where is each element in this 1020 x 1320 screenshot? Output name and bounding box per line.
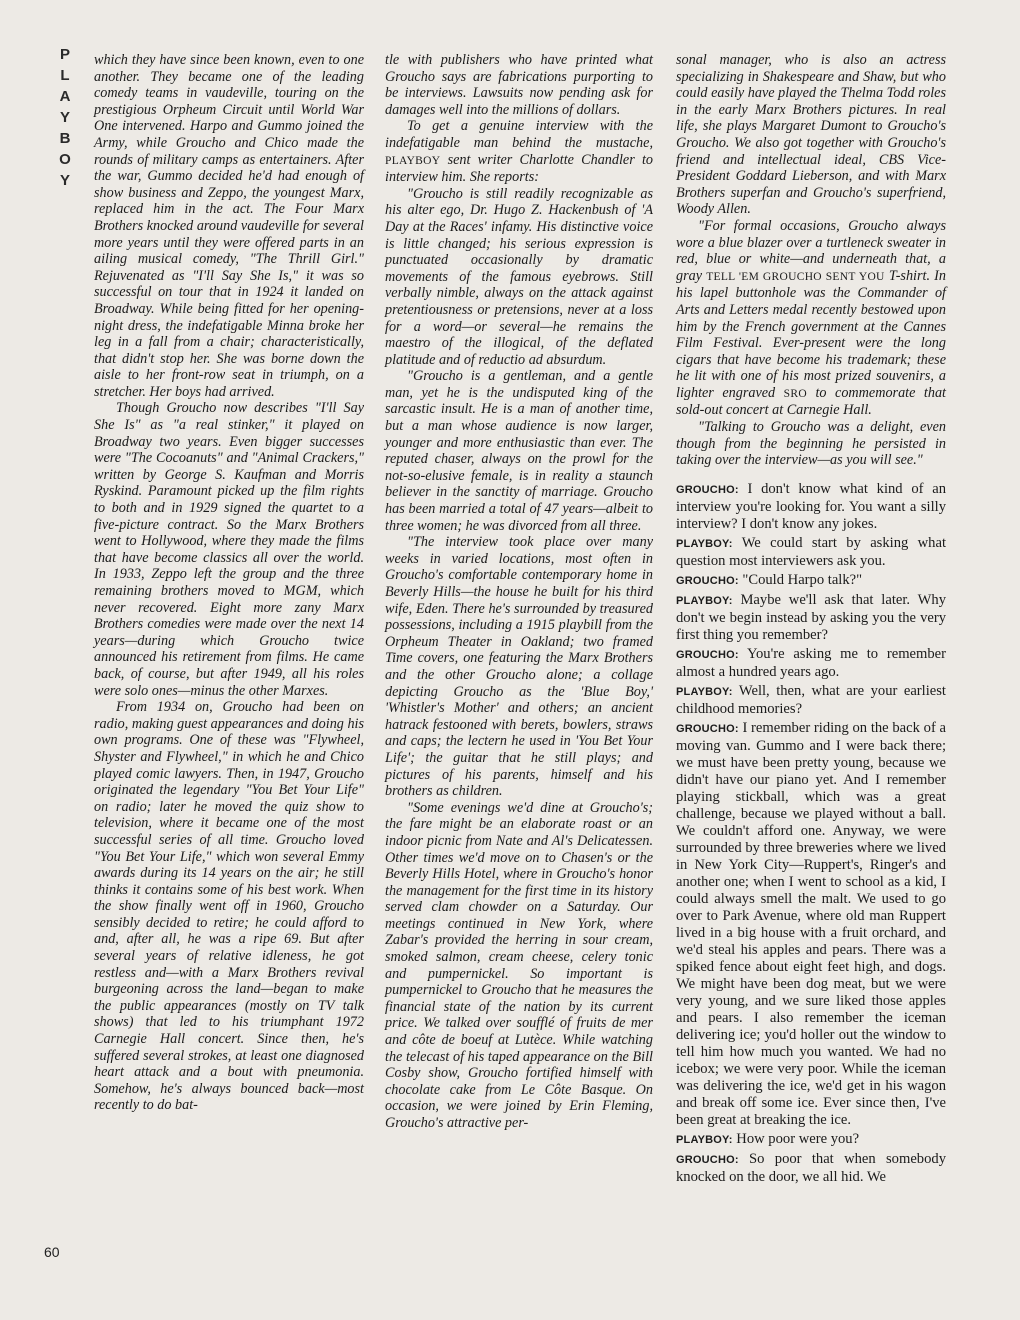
qa-exchange bbox=[676, 720, 946, 1129]
paragraph: "Groucho is a gentleman, and a gentle man, yet he is the undisputed king of the sarcastic insult. He is a man of another time, but a man whose audience is now larger, younger and more enthusiastic than ever. The reputed chaser, always on the prowl for the not-so-elusive female, is in reality a staunch believer in the sanctity of marriage. Groucho has been married a total of 47 years—albeit to three women; he was divorced from all three. bbox=[385, 368, 653, 534]
speaker-label: GROUCHO: bbox=[676, 483, 739, 496]
speaker-label: GROUCHO: bbox=[676, 722, 739, 735]
speaker-label: GROUCHO: bbox=[676, 1153, 739, 1166]
speaker-label: PLAYBOY: bbox=[676, 537, 733, 550]
qa-text: We could start by asking what question most interviewers ask you. bbox=[676, 534, 946, 569]
paragraph: "Talking to Groucho was a delight, even though from the beginning he persisted in taking over the interview—as you will see." bbox=[676, 419, 946, 469]
paragraph: From 1934 on, Groucho had been on radio, making guest appearances and doing his own programs. One of these was "Flywheel, Shyster and Flywheel," in which he and Chico played comic lawyers. Then, in 1947, Groucho originated the legendary "You Bet Your Life" on radio; later he moved the quiz show to television, where it became one of the most successful series of all time. Groucho loved "You Bet Your Life," which won several Emmy awards during its 14 years on the air; he still thinks it contains some of his best work. When the show finally went off in 1960, Groucho sensibly decided to retire; he could afford to and, after all, he was a ripe 69. But after several years of relative idleness, he got restless and—with a Marx Brothers revival burgeoning across the land—began to make the public appearances (mostly on TV talk shows) that led to his triumphant 1972 Carnegie Hall concert. Since then, he's suffered several strokes, at least one diagnosed heart attack and a bout with pneumonia. Somehow, he's always bounced back—most recently to do bat- bbox=[94, 699, 364, 1114]
side-tab-letter: P bbox=[59, 46, 70, 63]
side-tab-letter: B bbox=[59, 130, 71, 147]
paragraph: Though Groucho now describes "I'll Say She Is" as "a real stinker," it played on Broadway two years. Even bigger successes were "The Cocoanuts" and "Animal Crackers," written by George S. Kaufman and Morris Ryskind. Paramount picked up the film rights to both and in 1929 signed the quartet to a five-picture contract. So the Marx Brothers went to Hollywood, where they made the films that have become classics all over the world. In 1933, Zeppo left the group and the three remaining brothers moved to MGM, which never recovered. Eight more zany Marx Brothers comedies were made over the next 14 years—during which Groucho twice announced his retirement from films. He came back, of course, but after 1949, all his roles were solo ones—minus the other Marxes. bbox=[94, 400, 364, 699]
article-column-1 bbox=[94, 52, 364, 1114]
paragraph: sonal manager, who is also an actress specializing in Shakespeare and Shaw, but who could easily have played the Thelma Todd roles in the early Marx Brothers pictures. In real life, she plays Margaret Dumont to Groucho's Groucho. We also got together with Groucho's friend and intellectual ideal, CBS Vice-President Goddard Lieberson, and with Marx Brothers superfan and Groucho's superfriend, Woody Allen. bbox=[676, 52, 946, 218]
qa-text: I don't know what kind of an interview you're looking for. You want a silly interview? I don't know any jokes. bbox=[676, 480, 947, 532]
paragraph: tle with publishers who have printed what Groucho says are fabrications purporting to be interviews. Lawsuits now pending ask for damages well into the millions of dollars. bbox=[385, 52, 653, 118]
qa-exchange bbox=[676, 646, 946, 681]
article-column-2 bbox=[385, 52, 653, 1132]
qa-text: Well, then, what are your earliest childhood memories? bbox=[676, 682, 946, 717]
qa-exchange bbox=[676, 535, 946, 570]
speaker-label: PLAYBOY: bbox=[676, 685, 733, 698]
side-tab-letter: Y bbox=[59, 172, 70, 189]
paragraph: "The interview took place over many weeks in varied locations, most often in Groucho's comfortable contemporary home in Beverly Hills—the house he built for his third wife, Eden. There he's surrounded by treasured possessions, including a 1915 playbill from the Orpheum Theater in Oakland; two framed Time covers, one featuring the Marx Brothers and the other Groucho alone; a collage depicting Groucho as the 'Blue Boy,' 'Whistler's Mother' and others; an ancient hatrack festooned with berets, bowlers, straws and caps; the lectern he used in 'You Bet Your Life'; the guitar that he still plays; and pictures of his parents, himself and his brothers as children. bbox=[385, 534, 653, 800]
qa-exchange bbox=[676, 1131, 946, 1149]
qa-exchange bbox=[676, 683, 946, 718]
introduction-continued bbox=[676, 52, 946, 469]
paragraph: "Some evenings we'd dine at Groucho's; the fare might be an elaborate roast or an indoor picnic from Nate and Al's Delicatessen. Other times we'd move on to Chasen's or the Beverly Hills Hotel, where in Groucho's honor the management for the first time in its history served clam chowder on a Saturday. Our meetings continued in New York, where Zabar's provided the herring in sour cream, smoked salmon, cream cheese, celery tonic and pumpernickel. So important is pumpernickel to Groucho that he measures the financial state of the nation by its current price. We talked over soufflé of fruits de mer and côte de boeuf at Lutèce. While watching the telecast of his taped appearance on the Bill Cosby show, Groucho fortified himself with chocolate cake from Le Côte Basque. On occasion, we were joined by Erin Fleming, Groucho's attractive per- bbox=[385, 799, 653, 1131]
side-tab-letter: O bbox=[59, 151, 71, 168]
side-tab-letter: Y bbox=[59, 109, 70, 126]
qa-text: "Could Harpo talk?" bbox=[742, 571, 863, 588]
speaker-label: GROUCHO: bbox=[676, 648, 739, 661]
paragraph: "For formal occasions, Groucho always wore a blue blazer over a turtleneck sweater in red, blue or white—and underneath that, a gray TELL 'EM GROUCHO SENT YOU T-shirt. In his lapel buttonhole was the Commander of Arts and Letters medal recently bestowed upon him by the French government at the Cannes Film Festival. Ever-present were the long cigars that have become his trademark; these he lit with one of his most prized souvenirs, a lighter engraved SRO to commemorate that sold-out concert at Carnegie Hall. bbox=[676, 217, 946, 419]
qa-exchange bbox=[676, 481, 946, 533]
paragraph: "Groucho is still readily recognizable as his alter ego, Dr. Hugo Z. Hackenbush of 'A Day at the Races' infamy. His distinctive voice is little changed; his serious expression is punctuated occasionally by dramatic movements of the famous eyebrows. Still verbally nimble, always on the attack against pretentiousness or pretensions, never at a loss for a word—or several—he remains the maestro of the illogical, of the deflated platitude and of reductio ad absurdum. bbox=[385, 185, 653, 368]
paragraph: To get a genuine interview with the indefatigable man behind the mustache, PLAYBOY sent writer Charlotte Chandler to interview him. She reports: bbox=[385, 118, 653, 186]
speaker-label: PLAYBOY: bbox=[676, 1133, 733, 1146]
side-tab-letter: L bbox=[60, 67, 70, 84]
qa-text: Maybe we'll ask that later. Why don't we begin instead by asking you the very first thing you remember? bbox=[676, 591, 946, 643]
qa-exchange bbox=[676, 592, 946, 644]
side-tab-letter: A bbox=[59, 88, 71, 105]
page-number: 60 bbox=[44, 1244, 60, 1260]
qa-text: How poor were you? bbox=[736, 1130, 860, 1147]
qa-exchange bbox=[676, 1151, 946, 1186]
speaker-label: GROUCHO: bbox=[676, 574, 739, 587]
magazine-side-tab bbox=[56, 44, 74, 191]
qa-text: So poor that when somebody knocked on the door, we all hid. We bbox=[676, 1150, 946, 1185]
speaker-label: PLAYBOY: bbox=[676, 594, 733, 607]
qa-text: You're asking me to remember almost a hundred years ago. bbox=[676, 645, 947, 680]
qa-text: I remember riding on the back of a moving van. Gummo and I were back there; we must have been pretty young, because we didn't have our piano yet. And I remember playing stickball, which was a great challenge, because we played without a ball. We couldn't afford one. Anyway, we were surrounded by three breweries where we lived in New York City—Ruppert's, Ringer's and another one; when I went to school as a kid, I could always smell the malt. We used to go over to Park Avenue, where old man Ruppert lived in a big house with a fruit orchard, and we'd steal his apples and pears. There was a spiked fence about eight feet high, and dogs. We might have been dog meat, but we were very young, and we sure liked those apples and pears. I also remember the iceman delivering ice; you'd holler out the window to tell him how much you wanted. We had no icebox; we were very poor. While the iceman was delivering the ice, we'd get in his wagon and break off some ice. Ever since then, I've been great at breaking the ice. bbox=[676, 719, 947, 1128]
article-column-3 bbox=[676, 52, 946, 1188]
qa-exchange bbox=[676, 572, 946, 590]
paragraph: which they have since been known, even to one another. They became one of the leading comedy teams in vaudeville, touring on the prestigious Orpheum Circuit until World War One intervened. Harpo and Gummo joined the Army, while Groucho and Chico made the rounds of military camps as entertainers. After the war, Gummo decided he'd had enough of show business and Zeppo, the youngest Marx, replaced him in the act. The Four Marx Brothers knocked around vaudeville for several more years until they were offered parts in an ailing musical comedy, "The Thrill Girl." Rejuvenated as "I'll Say She Is," it was so successful on tour that in 1924 it landed on Broadway. While being fitted for her opening-night dress, the indefatigable Minna broke her leg in a fall from a chair; characteristically, that didn't stop her. She was borne down the aisle to her front-row seat in triumph, on a stretcher. Her boys had arrived. bbox=[94, 52, 364, 400]
interview-qa bbox=[676, 481, 946, 1186]
